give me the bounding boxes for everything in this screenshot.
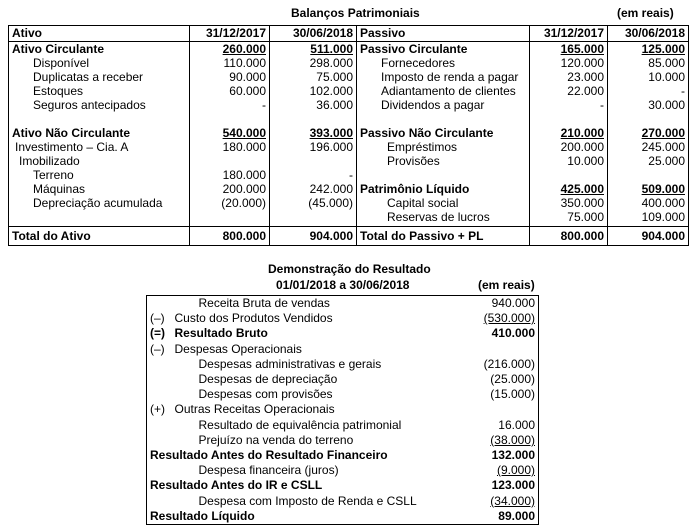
balanco-row <box>9 98 689 112</box>
dre-sign: (+) <box>150 402 165 417</box>
balanco-label-cell: Empréstimos <box>357 140 530 154</box>
balanco-row <box>9 196 689 210</box>
dre-sign: (–) <box>150 311 165 326</box>
dre-period: 01/01/2018 a 30/06/2018 <box>276 278 410 292</box>
dre-sign <box>147 433 173 448</box>
dre-sign <box>147 463 173 478</box>
dre-title: Demonstração do Resultado <box>268 262 431 276</box>
dre-value: 940.000 <box>491 296 535 310</box>
balanco-value-cell: 10.000 <box>530 154 608 168</box>
dre-row <box>147 372 539 387</box>
balanco-value-cell: 511.000 <box>270 42 357 57</box>
balanco-units: (em reais) <box>617 6 674 20</box>
balanco-row <box>9 182 689 196</box>
balanco-label-cell: Fornecedores <box>357 56 530 70</box>
total-value: 904.000 <box>608 227 689 246</box>
balanco-row <box>9 70 689 84</box>
balanco-value-cell: 102.000 <box>270 84 357 98</box>
dre-sign <box>147 372 173 387</box>
balanco-label-cell: Imobilizado <box>9 154 190 168</box>
balanco-row <box>9 140 689 154</box>
balanco-value-cell: 350.000 <box>530 196 608 210</box>
dre-row <box>147 418 539 433</box>
dre-label: Despesas de depreciação <box>198 372 338 387</box>
balanco-table <box>8 25 689 246</box>
balanco-value-cell: 60.000 <box>190 84 270 98</box>
balanco-row <box>9 154 689 168</box>
balanco-value-cell <box>270 112 357 126</box>
balanco-value-cell: 245.000 <box>608 140 689 154</box>
balanco-label-cell: Seguros antecipados <box>9 98 190 112</box>
dre-sign <box>147 494 173 509</box>
balanco-label-cell: Máquinas <box>9 182 190 196</box>
balanco-value-cell: 509.000 <box>608 182 689 196</box>
balanco-header-row <box>9 26 689 42</box>
balanco-value-cell: 85.000 <box>608 56 689 70</box>
balanco-value-cell: 110.000 <box>190 56 270 70</box>
balanco-value-cell: 90.000 <box>190 70 270 84</box>
balanco-value-cell <box>190 154 270 168</box>
balanco-row <box>9 168 689 182</box>
dre-value: (530.000) <box>483 311 535 326</box>
dre-row <box>147 326 539 341</box>
balanco-value-cell: - <box>608 84 689 98</box>
balanco-value-cell: 200.000 <box>190 182 270 196</box>
dre-value: (34.000) <box>490 493 535 508</box>
balanco-label-cell: Disponível <box>9 56 190 70</box>
balanco-row <box>9 84 689 98</box>
total-label: Total do Passivo + PL <box>357 227 530 246</box>
header-passivo: Passivo <box>357 26 530 42</box>
balanco-row <box>9 42 689 57</box>
balanco-row <box>9 56 689 70</box>
balanco-label-cell <box>9 112 190 126</box>
balanco-title: Balanços Patrimoniais <box>291 6 420 20</box>
balanco-label-cell: Patrimônio Líquido <box>357 182 530 196</box>
balanco-label-cell: Ativo Não Circulante <box>9 126 190 140</box>
balanco-value-cell: 125.000 <box>608 42 689 57</box>
dre-sign <box>147 296 173 312</box>
balanco-label-cell: Duplicatas a receber <box>9 70 190 84</box>
balanco-label-cell: Passivo Circulante <box>357 42 530 57</box>
balanco-value-cell: 200.000 <box>530 140 608 154</box>
balanco-label-cell: Adiantamento de clientes <box>357 84 530 98</box>
balanco-row <box>9 126 689 140</box>
total-value: 904.000 <box>270 227 357 246</box>
balanco-value-cell <box>530 168 608 182</box>
header-passivo-2018: 30/06/2018 <box>608 26 689 42</box>
balanco-value-cell: 196.000 <box>270 140 357 154</box>
balanco-value-cell: (20.000) <box>190 196 270 210</box>
balanco-row <box>9 210 689 227</box>
dre-label: Despesa com Imposto de Renda e CSLL <box>198 493 417 508</box>
dre-row <box>147 494 539 509</box>
balanco-value-cell: 23.000 <box>530 70 608 84</box>
balanco-label-cell <box>9 210 190 227</box>
dre-sign <box>147 418 173 433</box>
balanco-value-cell: 298.000 <box>270 56 357 70</box>
dre-label: Prejuízo na venda do terreno <box>198 432 354 447</box>
balanco-value-cell: 400.000 <box>608 196 689 210</box>
dre-value: 16.000 <box>498 417 535 432</box>
dre-row <box>147 463 539 478</box>
dre-value: 123.000 <box>491 478 535 493</box>
total-value: 800.000 <box>530 227 608 246</box>
balanco-value-cell: 30.000 <box>608 98 689 112</box>
dre-value: 132.000 <box>491 448 535 463</box>
dre-label: Resultado Líquido <box>150 508 255 523</box>
balanco-value-cell <box>190 210 270 227</box>
dre-value: 89.000 <box>498 508 535 523</box>
dre-table <box>146 295 539 525</box>
balanco-label-cell <box>357 112 530 126</box>
balanco-value-cell: 242.000 <box>270 182 357 196</box>
balanco-value-cell: 25.000 <box>608 154 689 168</box>
balanco-label-cell: Imposto de renda a pagar <box>357 70 530 84</box>
dre-value <box>463 402 539 417</box>
balanco-label-cell: Depreciação acumulada <box>9 196 190 210</box>
balanco-value-cell: 75.000 <box>270 70 357 84</box>
balanco-total-row <box>9 227 689 246</box>
balanco-value-cell: 180.000 <box>190 140 270 154</box>
balanco-value-cell <box>270 210 357 227</box>
dre-row <box>147 509 539 525</box>
dre-value: (15.000) <box>490 387 535 402</box>
dre-sign <box>147 387 173 402</box>
dre-row <box>147 387 539 402</box>
dre-sign: (–) <box>150 341 165 356</box>
header-passivo-2017: 31/12/2017 <box>530 26 608 42</box>
balanco-value-cell <box>270 154 357 168</box>
dre-value <box>463 342 539 357</box>
dre-row <box>147 402 539 417</box>
dre-value: (25.000) <box>490 372 535 387</box>
dre-sign <box>147 357 173 372</box>
balanco-value-cell: 22.000 <box>530 84 608 98</box>
balanco-value-cell: 180.000 <box>190 168 270 182</box>
dre-label: Despesa financeira (juros) <box>198 463 339 478</box>
dre-label: Resultado de equivalência patrimonial <box>198 417 402 432</box>
dre-sign: (=) <box>150 326 165 341</box>
balanco-value-cell: 393.000 <box>270 126 357 140</box>
balanco-value-cell: 10.000 <box>608 70 689 84</box>
balanco-value-cell <box>608 168 689 182</box>
total-value: 800.000 <box>190 227 270 246</box>
dre-row <box>147 433 539 448</box>
balanco-label-cell: Estoques <box>9 84 190 98</box>
header-ativo-2018: 30/06/2018 <box>270 26 357 42</box>
balanco-label-cell: Reservas de lucros <box>357 210 530 227</box>
balanco-label-cell: Dividendos a pagar <box>357 98 530 112</box>
header-ativo-2017: 31/12/2017 <box>190 26 270 42</box>
dre-label: Despesas Operacionais <box>174 341 302 356</box>
dre-label: Receita Bruta de vendas <box>198 296 330 310</box>
balanco-label-cell: Terreno <box>9 168 190 182</box>
dre-label: Resultado Bruto <box>174 326 268 341</box>
dre-label: Resultado Antes do IR e CSLL <box>150 478 323 493</box>
dre-row <box>147 342 539 357</box>
dre-units: (em reais) <box>478 278 535 292</box>
dre-value: (38.000) <box>490 432 535 447</box>
dre-row <box>147 448 539 463</box>
balanco-value-cell: - <box>190 98 270 112</box>
balanco-label-cell: Ativo Circulante <box>9 42 190 57</box>
dre-value: 410.000 <box>491 326 535 341</box>
dre-label: Outras Receitas Operacionais <box>174 402 335 417</box>
dre-value: (216.000) <box>483 356 535 371</box>
balanco-value-cell: 109.000 <box>608 210 689 227</box>
header-ativo: Ativo <box>9 26 190 42</box>
dre-label: Despesas com provisões <box>198 387 333 402</box>
dre-row <box>147 478 539 493</box>
balanco-label-cell <box>357 168 530 182</box>
dre-label: Despesas administrativas e gerais <box>198 356 382 371</box>
balanco-value-cell: 260.000 <box>190 42 270 57</box>
balanco-value-cell <box>608 112 689 126</box>
balanco-value-cell: 270.000 <box>608 126 689 140</box>
dre-row <box>147 357 539 372</box>
balanco-value-cell: - <box>530 98 608 112</box>
total-label: Total do Ativo <box>9 227 190 246</box>
balanco-label-cell: Investimento – Cia. A <box>9 140 190 154</box>
balanco-value-cell: 36.000 <box>270 98 357 112</box>
balanco-row <box>9 112 689 126</box>
dre-row <box>147 311 539 326</box>
balanco-value-cell <box>530 112 608 126</box>
balanco-value-cell: 120.000 <box>530 56 608 70</box>
balanco-label-cell: Passivo Não Circulante <box>357 126 530 140</box>
balanco-value-cell <box>190 112 270 126</box>
balanco-value-cell: (45.000) <box>270 196 357 210</box>
balanco-label-cell: Provisões <box>357 154 530 168</box>
balanco-value-cell: 165.000 <box>530 42 608 57</box>
dre-value: (9.000) <box>496 463 535 478</box>
dre-label: Resultado Antes do Resultado Financeiro <box>150 448 388 463</box>
balanco-value-cell: - <box>270 168 357 182</box>
balanco-value-cell: 425.000 <box>530 182 608 196</box>
dre-row <box>147 296 539 312</box>
balanco-value-cell: 75.000 <box>530 210 608 227</box>
balanco-value-cell: 540.000 <box>190 126 270 140</box>
dre-label: Custo dos Produtos Vendidos <box>174 311 333 326</box>
balanco-value-cell: 210.000 <box>530 126 608 140</box>
balanco-label-cell: Capital social <box>357 196 530 210</box>
